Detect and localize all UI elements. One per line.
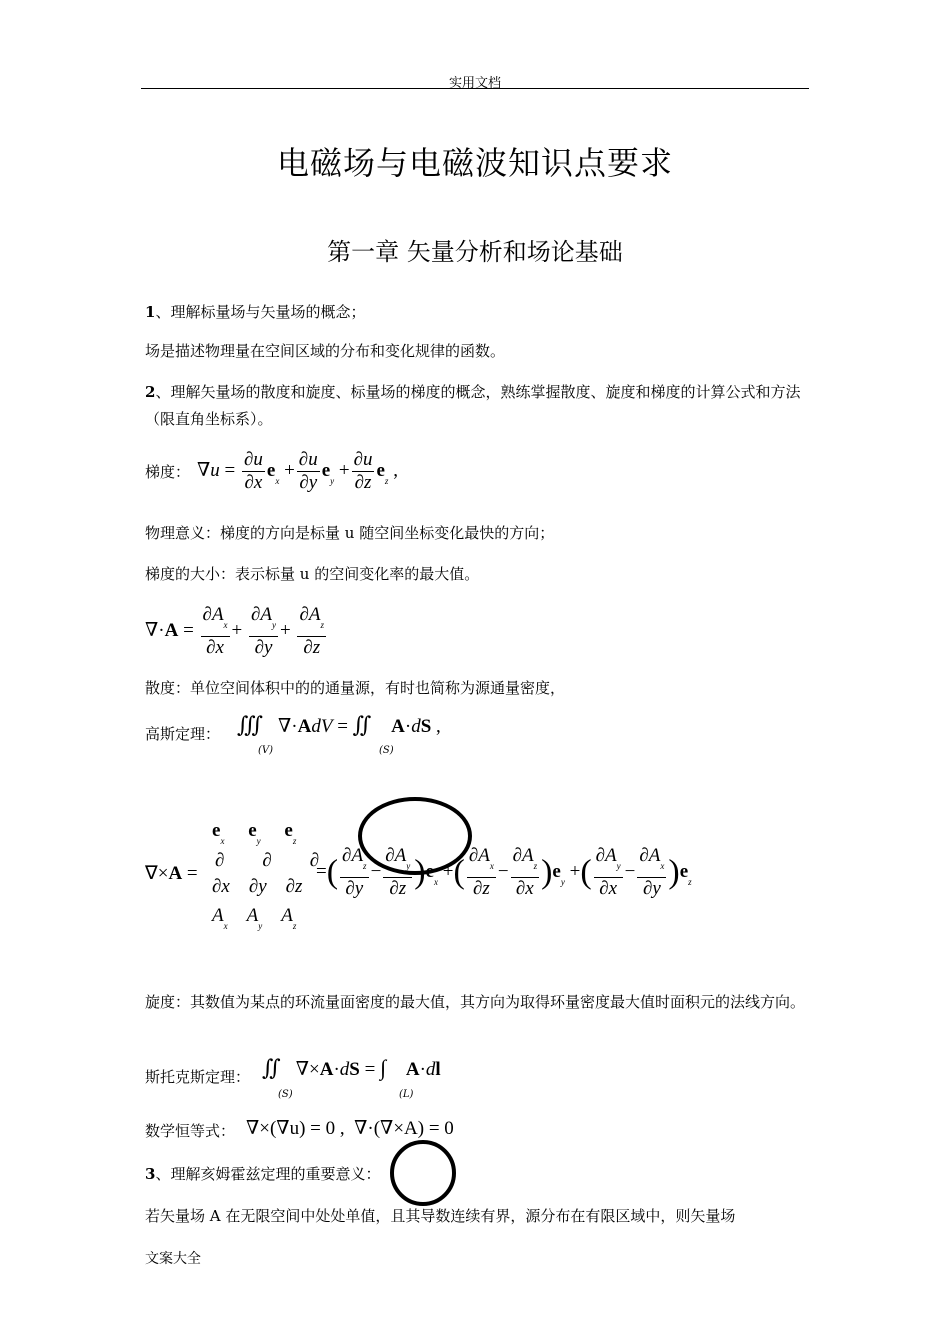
- curl-expansion: =( $\frac{\partial A_z}{\partial y}$ − $\frac{\partial A_y}{\partial z}$ )$e_x$ +( $\frac{\partial A_x}{\partial z}$ − $\frac{\partial A_z}{\partial x}$ )$e_y$ +( $\frac{\partial A_y}{\partial x}$ − $\frac{\partial A_x}{\partial y}$ )$e_z$: [316, 845, 692, 899]
- curl-lhs: ∇×A =: [145, 863, 198, 884]
- stokes-surface-limit: (S): [278, 1089, 293, 1100]
- gradient-formula: ∇u = $\frac{\partial u}{\partial x}$ $e_x$ + $\frac{\partial u}{\partial y}$ $e_y$ + $\frac{\partial u}{\partial z}$ $e_z$ ,: [197, 449, 398, 493]
- field-definition: 场是描述物理量在空间区域的分布和变化规律的函数。: [145, 342, 506, 360]
- page-footer: 文案大全: [145, 1251, 201, 1267]
- item-1: 1、理解标量场与矢量场的概念；: [145, 303, 366, 321]
- document-title: 电磁场与电磁波知识点要求: [276, 144, 673, 182]
- curl-text: 旋度：其数值为某点的环流量面密度的最大值，其方向为取得环量密度最大值时面积元的法线方向。: [145, 993, 806, 1011]
- page-header: 实用文档: [448, 76, 501, 91]
- curl-det-row1: $e_x$ $e_y$ $e_z$: [212, 820, 297, 846]
- helmholtz-text: 若矢量场 A 在无限空间中处处单值，且其导数连续有界，源分布在有限区域中，则矢量场: [145, 1207, 736, 1225]
- divergence-formula: ∇·A = $\frac{\partial A_x}{\partial x}$ + $\frac{\partial A_y}{\partial y}$ + $\frac{\partial A_z}{\partial z}$: [145, 604, 324, 658]
- identity-1: ∇×(∇u) = 0: [246, 1118, 336, 1139]
- divergence-text: 散度：单位空间体积中的的通量源，有时也简称为源通量密度，: [145, 679, 566, 697]
- gradient-size: 梯度的大小：表示标量 u 的空间变化率的最大值。: [145, 565, 480, 583]
- gradient-meaning: 物理意义：梯度的方向是标量 u 随空间坐标变化最快的方向；: [145, 524, 555, 542]
- identity-formulas: ∇×(∇u) = 0 , ∇·(∇×A) = 0: [246, 1118, 454, 1139]
- surface-limit: (S): [379, 745, 394, 756]
- volume-limit: (V): [258, 745, 274, 756]
- chapter-heading: 第一章 矢量分析和场论基础: [327, 238, 623, 266]
- gauss-formula: ∭ ∇·AdV = ∬ A·dS ,: [237, 712, 441, 737]
- stokes-formula: ∬ ∇×A·dS = ∫ A·dl: [262, 1055, 441, 1080]
- curl-det-row2b: ∂x ∂y ∂z: [212, 876, 303, 897]
- curl-det-row2: ∂ ∂ ∂: [215, 850, 320, 871]
- gauss-label: 高斯定理：: [145, 725, 221, 743]
- item-2: 2、理解矢量场的散度和旋度、标量场的梯度的概念，熟练掌握散度、旋度和梯度的计算公式和方法（限直角坐标系）。: [145, 383, 801, 428]
- stokes-label: 斯托克斯定理：: [145, 1068, 251, 1086]
- header-rule: [141, 88, 809, 89]
- identity-label: 数学恒等式：: [145, 1122, 236, 1140]
- stokes-line-limit: (L): [399, 1089, 414, 1100]
- gradient-label: 梯度：: [145, 463, 191, 481]
- annotation-circle-small: [390, 1140, 456, 1206]
- curl-det-row3: $A_x$ $A_y$ $A_z$: [212, 905, 297, 931]
- identity-2: ∇·(∇×A) = 0: [354, 1118, 454, 1139]
- item-3: 3、理解亥姆霍兹定理的重要意义：: [145, 1165, 381, 1183]
